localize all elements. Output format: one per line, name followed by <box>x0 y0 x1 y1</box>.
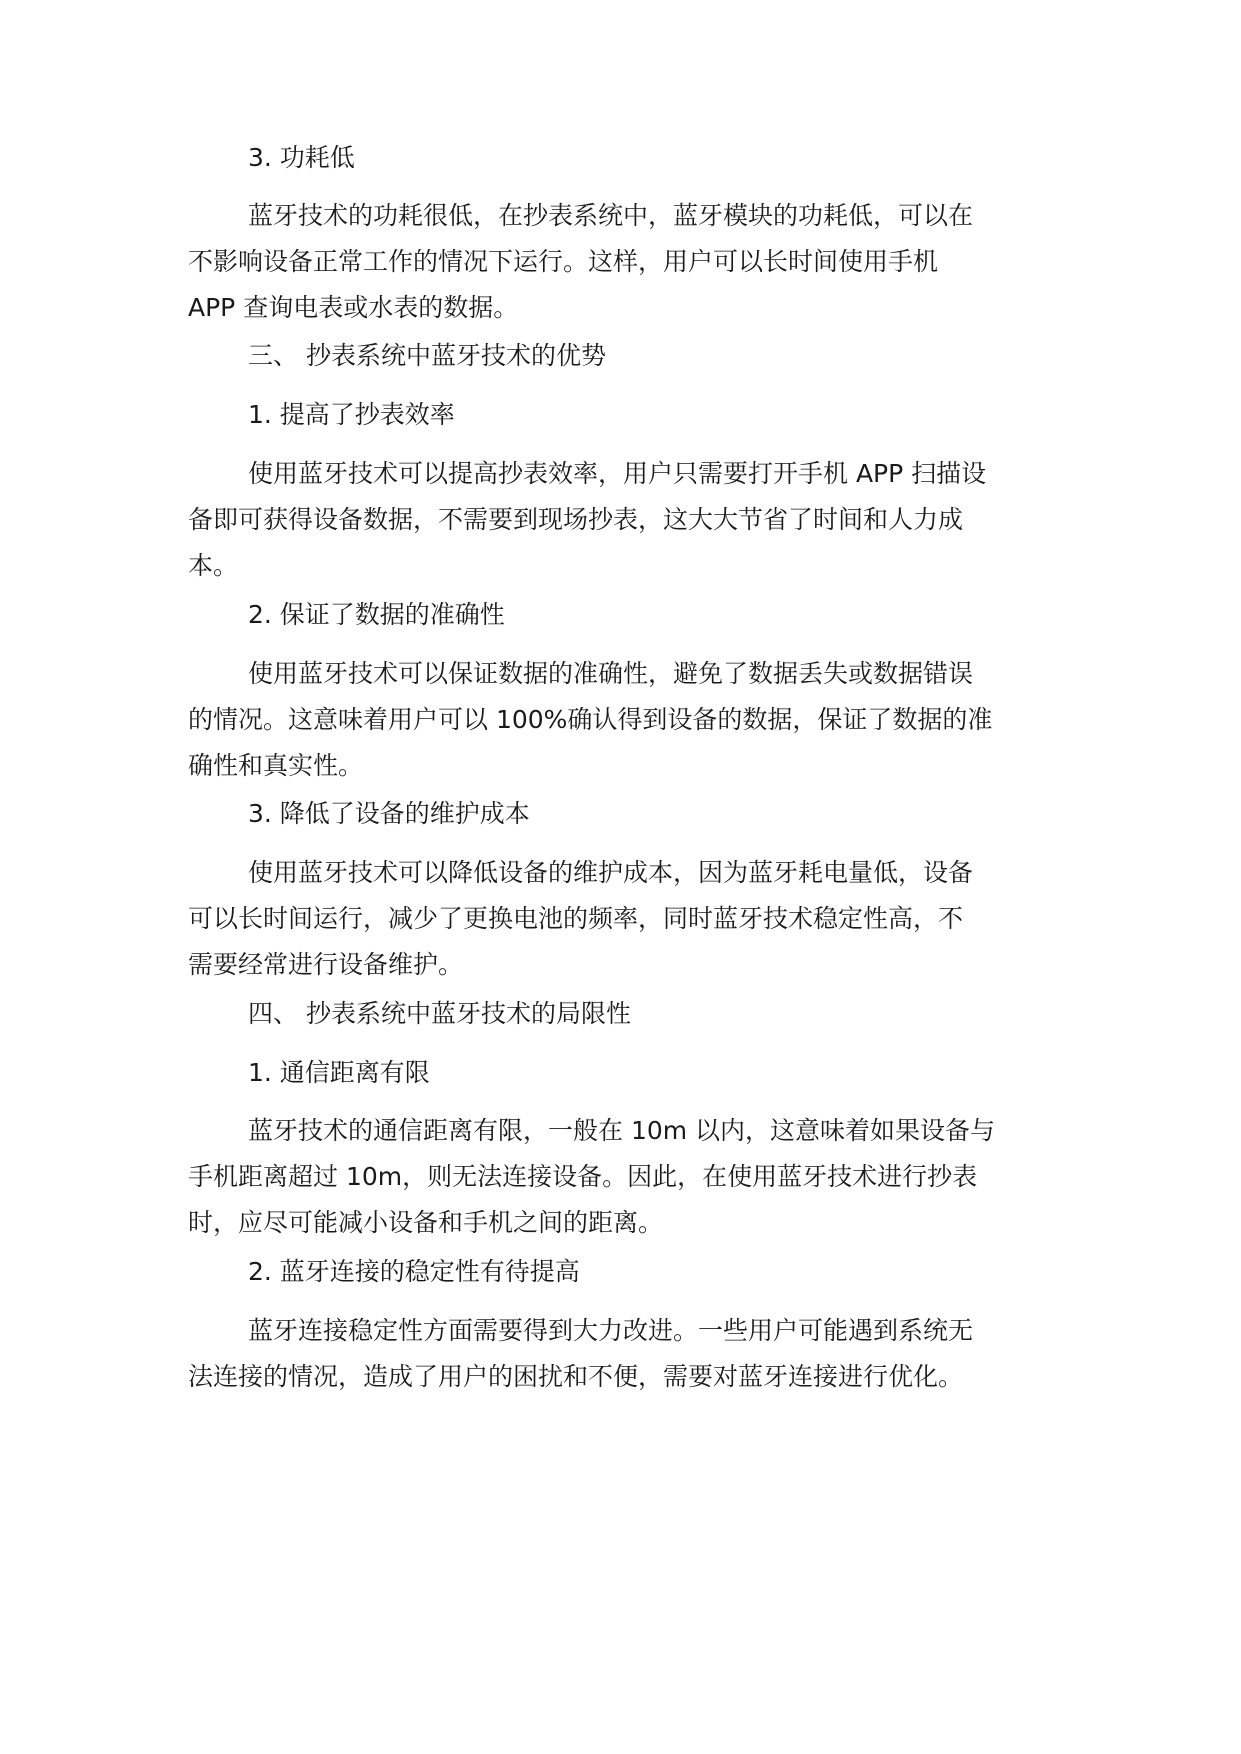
text-line: 使用蓝牙技术可以提高抄表效率，用户只需要打开手机 APP 扫描设 <box>248 459 987 488</box>
text-line: 四、 抄表系统中蓝牙技术的局限性 <box>248 999 631 1028</box>
text-line: 2. 蓝牙连接的稳定性有待提高 <box>248 1257 580 1286</box>
subheading-maintenance <box>188 791 1060 837</box>
paragraph-efficiency <box>188 451 1060 589</box>
section-heading-limitations <box>188 991 1060 1037</box>
text-line: 本。 <box>188 551 239 580</box>
paragraph-distance <box>188 1108 1060 1246</box>
paragraph-accuracy <box>188 651 1060 789</box>
text-line: 2. 保证了数据的准确性 <box>248 600 505 629</box>
text-line: 使用蓝牙技术可以保证数据的准确性，避免了数据丢失或数据错误 <box>248 659 974 688</box>
text-line: 使用蓝牙技术可以降低设备的维护成本，因为蓝牙耗电量低，设备 <box>248 858 974 887</box>
subheading-efficiency <box>188 392 1060 438</box>
text-line: 手机距离超过 10m，则无法连接设备。因此，在使用蓝牙技术进行抄表 <box>188 1162 978 1191</box>
subheading-accuracy <box>188 592 1060 638</box>
text-line: 3. 降低了设备的维护成本 <box>248 799 530 828</box>
text-line: 备即可获得设备数据，不需要到现场抄表，这大大节省了时间和人力成 <box>188 505 964 534</box>
text-line: 时，应尽可能减小设备和手机之间的距离。 <box>188 1208 664 1237</box>
paragraph-stability <box>188 1308 1060 1400</box>
subheading-stability <box>188 1249 1060 1295</box>
text-line: 蓝牙连接稳定性方面需要得到大力改进。一些用户可能遇到系统无 <box>248 1316 974 1345</box>
text-line: 三、 抄表系统中蓝牙技术的优势 <box>248 341 606 370</box>
text-line: 蓝牙技术的功耗很低，在抄表系统中，蓝牙模块的功耗低，可以在 <box>248 201 974 230</box>
text-line: 1. 提高了抄表效率 <box>248 400 455 429</box>
text-line: 3. 功耗低 <box>248 143 355 172</box>
section-heading-advantages <box>188 333 1060 379</box>
text-line: 1. 通信距离有限 <box>248 1058 430 1087</box>
paragraph-low-power <box>188 193 1060 331</box>
text-line: 的情况。这意味着用户可以 100%确认得到设备的数据，保证了数据的准 <box>188 705 993 734</box>
text-line: 需要经常进行设备维护。 <box>188 950 464 979</box>
paragraph-maintenance <box>188 850 1060 988</box>
text-line: 确性和真实性。 <box>188 751 364 780</box>
text-line: 不影响设备正常工作的情况下运行。这样，用户可以长时间使用手机 <box>188 247 939 276</box>
text-line: 法连接的情况，造成了用户的困扰和不便，需要对蓝牙连接进行优化。 <box>188 1362 964 1391</box>
text-line: 可以长时间运行，减少了更换电池的频率，同时蓝牙技术稳定性高，不 <box>188 904 964 933</box>
subheading-low-power <box>188 135 1060 181</box>
subheading-distance <box>188 1050 1060 1096</box>
text-line: APP 查询电表或水表的数据。 <box>188 293 519 322</box>
text-line: 蓝牙技术的通信距离有限，一般在 10m 以内，这意味着如果设备与 <box>248 1116 996 1145</box>
